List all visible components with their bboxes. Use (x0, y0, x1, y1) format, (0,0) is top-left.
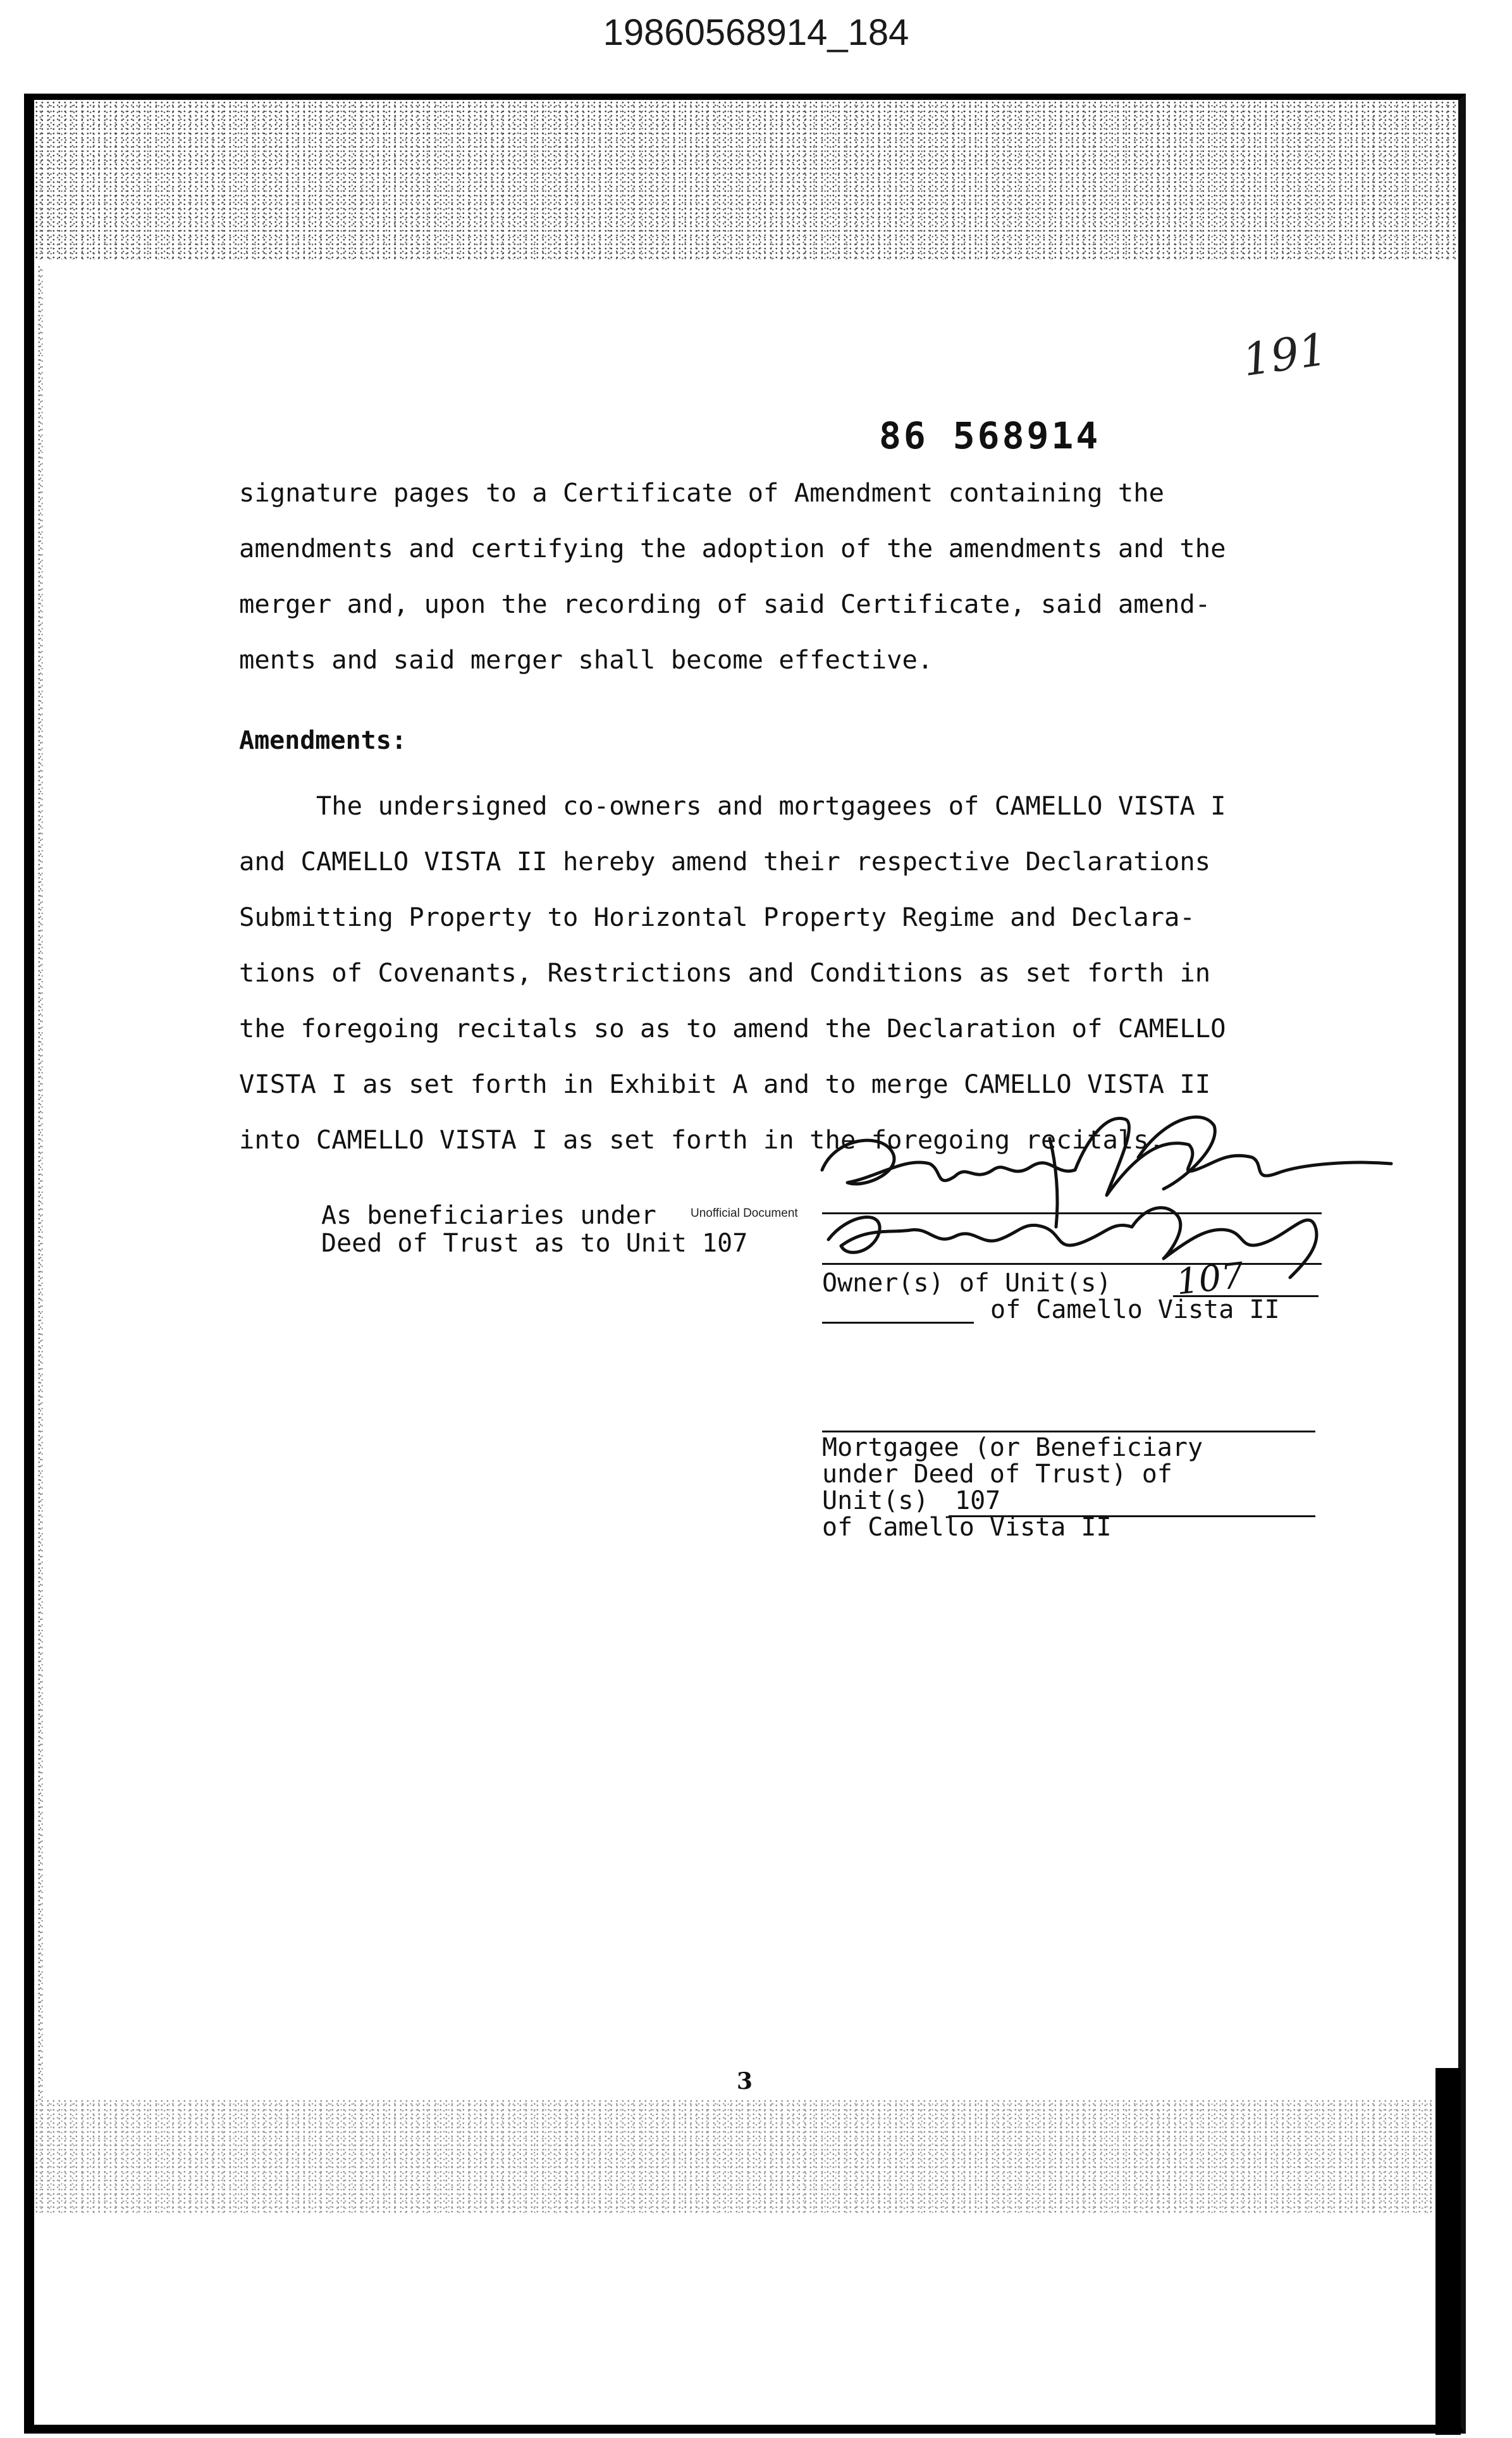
beneficiaries-line: As beneficiaries under (321, 1201, 656, 1230)
owner-signature-line-2 (822, 1263, 1322, 1265)
mortgagee-signature-line (822, 1431, 1315, 1432)
opening-line: amendments and certifying the adoption of the amendments and the (239, 533, 1226, 563)
amendments-line: VISTA I as set forth in Exhibit A and to merge CAMELLO VISTA II (239, 1069, 1211, 1099)
mortgagee-unit-value: 107 (955, 1486, 1001, 1515)
scan-edge-bar (1435, 2068, 1461, 2435)
unofficial-watermark: Unofficial Document (691, 1207, 798, 1220)
mortgagee-unit-label: Unit(s) (822, 1486, 929, 1515)
opening-line: signature pages to a Certificate of Amendment containing the (239, 477, 1164, 508)
handwritten-page-number: 191 (1239, 323, 1331, 386)
mortgagee-label-1: Mortgagee (or Beneficiary (822, 1433, 1203, 1462)
opening-line: merger and, upon the recording of said Certificate, said amend- (239, 589, 1211, 619)
opening-line: ments and said merger shall become effective. (239, 644, 933, 675)
document-stamp: 86 568914 (879, 414, 1101, 457)
owner-blank-line (822, 1322, 974, 1324)
amendments-line: into CAMELLO VISTA I as set forth in the foregoing recitals. (239, 1124, 1164, 1155)
amendments-line: tions of Covenants, Restrictions and Conditions as set forth in (239, 957, 1211, 988)
amendments-line: Submitting Property to Horizontal Property Regime and Declara- (239, 902, 1195, 932)
beneficiaries-line: Deed of Trust as to Unit 107 (321, 1229, 748, 1258)
mortgagee-label-2: under Deed of Trust) of (822, 1460, 1172, 1489)
owner-unit-label: Owner(s) of Unit(s) (822, 1269, 1112, 1298)
page-number: 3 (737, 2068, 753, 2095)
amendments-line: The undersigned co-owners and mortgagees of CAMELLO VISTA I (239, 791, 1226, 821)
owner-property-label: of Camello Vista II (990, 1295, 1280, 1324)
signature-stroke-2 (1075, 1118, 1391, 1195)
owner-unit-handwritten: 107 (1174, 1255, 1246, 1303)
file-id: 19860568914_184 (603, 12, 909, 53)
mortgagee-property-label: of Camello Vista II (822, 1513, 1112, 1542)
signature-stroke-3 (828, 1217, 1132, 1253)
signature-stroke-1 (822, 1140, 1075, 1184)
amendments-line: and CAMELLO VISTA II hereby amend their respective Declarations (239, 846, 1211, 877)
owner-signature-line-1 (822, 1212, 1322, 1214)
amendments-line: the foregoing recitals so as to amend the Declaration of CAMELLO (239, 1013, 1226, 1044)
amendments-heading: Amendments: (239, 726, 407, 755)
